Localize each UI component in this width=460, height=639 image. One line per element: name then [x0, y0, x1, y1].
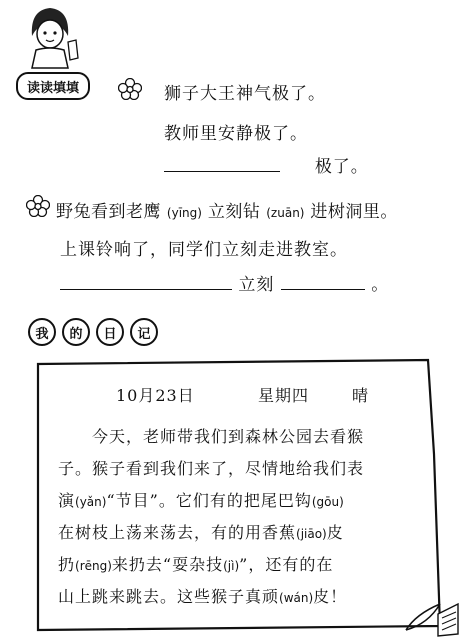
diary-badge-2: 的 [62, 318, 90, 346]
diary-line-5 [58, 552, 333, 575]
sentence-suffix: 极了。 [314, 157, 369, 177]
pinyin: (jiāo) [296, 527, 327, 541]
text-part: 山上跳来跳去。这些猴子真顽 [58, 587, 280, 606]
pinyin: (rēng) [75, 559, 112, 573]
pinyin: (yīng) [166, 206, 202, 220]
pinyin: (jì) [223, 559, 240, 573]
text-part: 来扔去“耍杂技 [111, 555, 224, 574]
text-part: 进树洞里。 [310, 202, 398, 222]
sentence-classroom: 教师里安静极了。 [164, 124, 308, 144]
fill-blank-row-1 [164, 152, 369, 177]
text-part: 野兔看到老鹰 [56, 202, 161, 222]
sentence-bell: 上课铃响了，同学们立刻走进教室。 [60, 240, 348, 260]
text-part: 在树枝上荡来荡去，有的用香蕉 [58, 523, 297, 542]
diary-line-2: 子。猴子看到我们来了，尽情地给我们表 [58, 459, 365, 478]
text-part: 扔 [58, 555, 76, 574]
diary-line-3 [58, 488, 344, 511]
diary-line-1: 今天，老师带我们到森林公园去看猴 [92, 427, 365, 446]
sentence-lion: 狮子大王神气极了。 [164, 84, 326, 104]
diary-badge-4: 记 [130, 318, 158, 346]
sentence-end: 。 [371, 275, 390, 295]
flower-icon [26, 195, 50, 217]
text-part: 立刻钻 [207, 202, 261, 222]
blank-field[interactable] [164, 157, 280, 172]
text-part: ”，还有的在 [239, 555, 334, 574]
blank-field[interactable] [281, 275, 365, 290]
text-part: 皮 [326, 523, 344, 542]
fill-blank-row-2 [60, 270, 389, 295]
pinyin: (zuān) [266, 206, 305, 220]
blank-field[interactable] [60, 275, 232, 290]
pinyin: (gōu) [311, 495, 344, 509]
sentence-mid: 立刻 [238, 275, 275, 295]
section-label-text: 读读填填 [26, 80, 79, 96]
pinyin: (wán) [279, 591, 314, 605]
pinyin: (yǎn) [75, 495, 107, 509]
page-corner-icon [436, 600, 460, 638]
diary-badge-1: 我 [28, 318, 56, 346]
diary-weekday: 星期四 [258, 386, 310, 405]
text-part: 演 [58, 491, 76, 510]
flower-icon [118, 78, 142, 100]
sentence-rabbit [56, 197, 398, 222]
diary-date: 10月23日 [116, 386, 195, 405]
text-part: “节目”。它们有的把尾巴钩 [106, 491, 312, 510]
section-label-read-fill [16, 72, 90, 100]
diary-line-4 [58, 520, 344, 543]
girl-reading-illustration [10, 2, 90, 74]
text-part: 皮！ [313, 587, 348, 606]
diary-line-6 [58, 584, 347, 607]
diary-weather: 晴 [352, 386, 370, 405]
diary-badge-3: 日 [96, 318, 124, 346]
